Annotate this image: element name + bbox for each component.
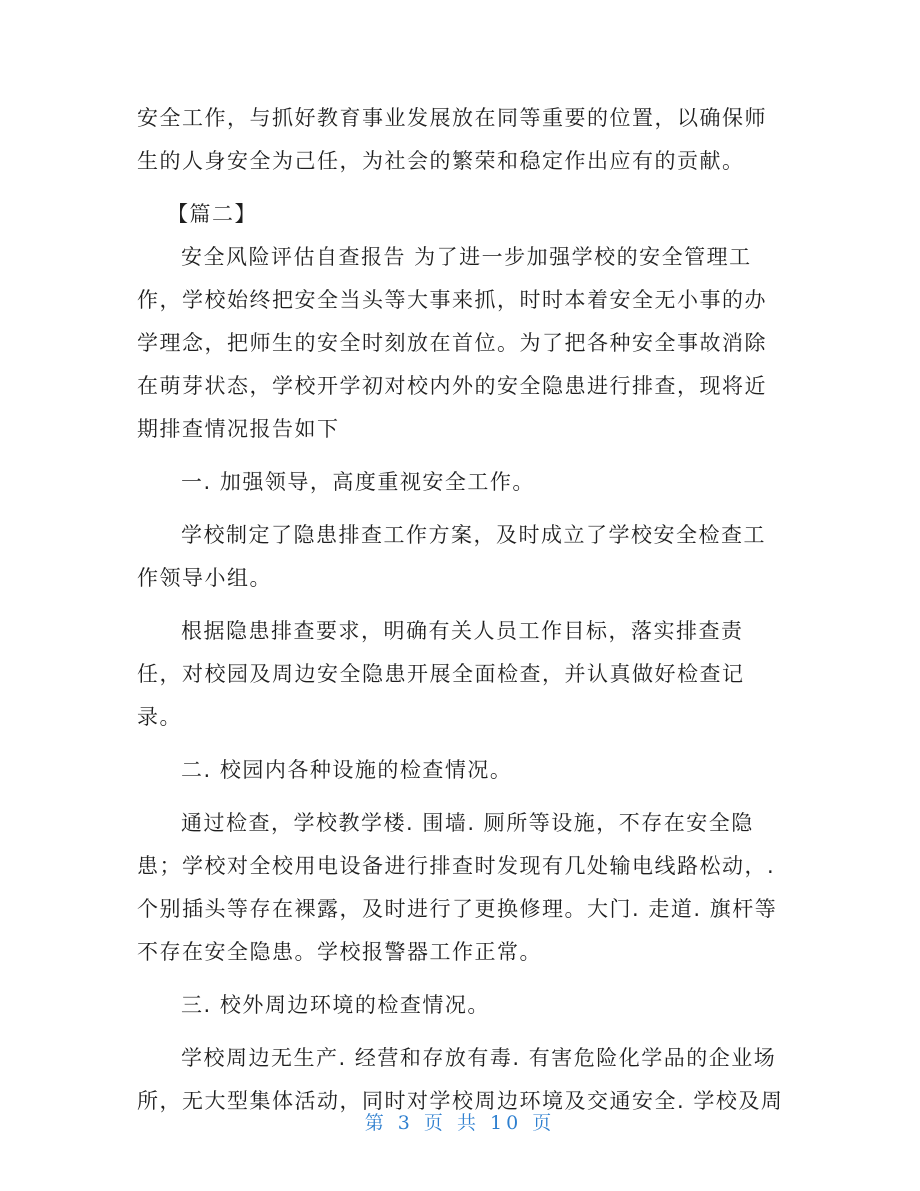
text-line: 作领导小组。: [137, 566, 272, 590]
text-line: 个别插头等存在裸露，及时进行了更换修理。大门. 走道. 旗杆等: [137, 897, 778, 921]
text-line: 学理念，把师生的安全时刻放在首位。为了把各种安全事故消除: [137, 331, 767, 355]
paragraph: [137, 802, 777, 974]
paragraph: [137, 514, 777, 600]
text-line: 根据隐患排查要求，明确有关人员工作目标，落实排查责: [181, 619, 744, 643]
text-line: 生的人身安全为己任，为社会的繁荣和稳定作出应有的贡献。: [137, 149, 745, 173]
section-title: 【篇二】: [167, 202, 257, 226]
section-heading: [137, 193, 777, 236]
text-line: 在萌芽状态，学校开学初对校内外的安全隐患进行排查，现将近: [137, 374, 767, 398]
section-heading: [137, 984, 777, 1027]
text-line: 安全工作，与抓好教育事业发展放在同等重要的位置，以确保师: [137, 106, 767, 130]
document-body: [137, 97, 784, 1123]
text-line: 学校周边无生产. 经营和存放有毒. 有害危险化学品的企业场: [181, 1046, 777, 1070]
paragraph: [137, 610, 777, 739]
text-line: 患；学校对全校用电设备进行排查时发现有几处输电线路松动，.: [137, 854, 776, 878]
text-line: 作，学校始终把安全当头等大事来抓，时时本着安全无小事的办: [137, 288, 767, 312]
paragraph: [137, 236, 777, 451]
page-number-footer: 第 3 页 共 10 页: [364, 1112, 556, 1134]
paragraph: [137, 97, 777, 183]
section-title: 三. 校外周边环境的检查情况。: [181, 993, 490, 1017]
text-line: 不存在安全隐患。学校报警器工作正常。: [137, 940, 542, 964]
section-title: 二. 校园内各种设施的检查情况。: [181, 758, 513, 782]
section-title: 一. 加强领导，高度重视安全工作。: [181, 470, 535, 494]
text-line: 通过检查，学校教学楼. 围墙. 厕所等设施，不存在安全隐: [181, 811, 754, 835]
text-line: 安全风险评估自查报告 为了进一步加强学校的安全管理工: [181, 245, 752, 269]
text-line: 学校制定了隐患排查工作方案，及时成立了学校安全检查工: [181, 523, 766, 547]
section-heading: [137, 749, 777, 792]
text-line: 录。: [137, 705, 182, 729]
text-line: 期排查情况报告如下: [137, 417, 340, 441]
text-line: 任，对校园及周边安全隐患开展全面检查，并认真做好检查记: [137, 662, 745, 686]
section-heading: [137, 461, 777, 504]
text-line: 所，无大型集体活动，同时对学校周边环境及交通安全. 学校及周: [137, 1089, 784, 1113]
